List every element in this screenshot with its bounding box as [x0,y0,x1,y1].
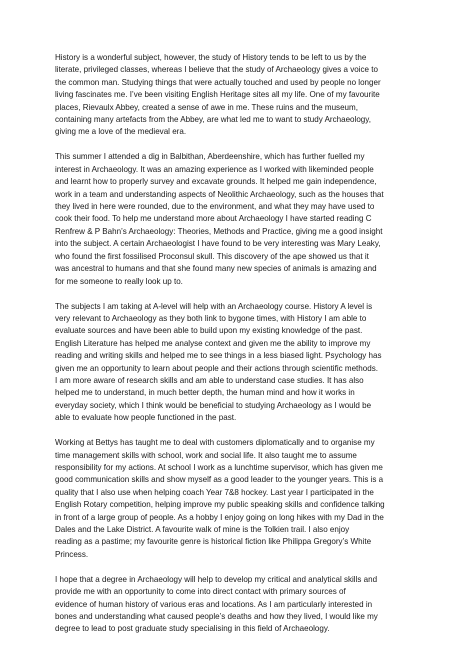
text-line: degree to lead to post graduate study specialising in this field of Archaeology. [55,624,330,634]
paragraph-conclusion [55,574,400,636]
text-line: in front of a large group of people. As a hobby I enjoy going on long hikes with my Dad in the [55,512,384,522]
text-line: History is a wonderful subject, however, the study of History tends to be left to us by the [55,53,367,62]
text-line: who found the first fossilised Proconsul skull. This discovery of the ape showed us that it [55,251,369,261]
text-line: evaluate sources and have been able to build upon my existing knowledge of the past. [55,326,363,336]
text-line: literate, privileged classes, whereas I believe that the study of Archaeology gives a voice to [55,65,378,75]
text-line: provide me with an opportunity to come into direct contact with primary sources of [55,587,346,597]
text-line: places, Rievaulx Abbey, created a sense of awe in me. These ruins and the museum, [55,102,358,112]
text-line: Dales and the Lake District. A favourite walk of mine is the Tolkien trail. I also enjoy [55,525,350,534]
paragraph-a-levels [55,301,400,425]
text-line: This summer I attended a dig in Balbithan, Aberdeenshire, which has further fuelled my [55,152,365,162]
text-line: Renfrew & P Bahn’s Archaeology: Theories, Methods and Practice, giving me a good insight [55,226,383,236]
text-line: the common man. Studying things that were actually touched and used by people no longer [55,77,381,87]
text-line: responsibility for my actions. At school I work as a lunchtime supervisor, which has given me [55,462,383,472]
text-line: Working at Bettys has taught me to deal with customers diplomatically and to organise my [55,438,375,448]
text-line: I am more aware of research skills and am able to understand case studies. It has also [55,375,364,385]
text-line: quality that I also use when helping coach Year 7&8 hockey. Last year I participated in the [55,487,374,497]
text-line: very relevant to Archaeology as they both link to bygone times, with History I am able to [55,313,367,323]
text-line: Princess. [55,549,89,559]
paragraph-dig-experience [55,151,400,287]
text-line: evidence of human history of various eras and locations. As I am particularly interested in [55,599,373,609]
text-line: The subjects I am taking at A-level will help with an Archaeology course. History A level is [55,301,373,311]
text-line: cook their food. To help me understand more about Archaeology I have started reading C [55,214,372,224]
text-line: reading as a pastime; my favourite genre is historical fiction like Philippa Gregory’s White [55,537,372,547]
text-line: I hope that a degree in Archaeology will help to develop my critical and analytical skills and [55,574,378,584]
text-line: bones and understanding what caused people’s deaths and how they lived, I would like my [55,612,378,622]
text-line: English Literature has helped me analyse context and given me the ability to improve my [55,338,371,348]
text-line: English Rotary competition, helping improve my public speaking skills and confidence talking [55,500,385,510]
text-line: able to evaluate how people functioned in the past. [55,413,237,423]
paragraph-intro [55,52,400,139]
text-line: work in a team and understanding aspects of Neolithic Archaeology, such as the houses that [55,189,384,199]
text-line: interest in Archaeology. It was an amazing experience as I worked with likeminded people [55,164,374,174]
document-body [55,52,400,648]
text-line: was ancestral to humans and that she found many new species of animals is amazing and [55,264,377,274]
text-line: everyday society, which I think would be beneficial to studying Archaeology as I would be [55,400,372,410]
paragraph-work-and-hobbies [55,437,400,561]
text-line: containing many artefacts from the Abbey, are what led me to want to study Archaeology, [55,115,371,125]
text-line: for me someone to really look up to. [55,276,183,286]
text-line: good communication skills and show myself as a good leader to the younger years. This is a [55,475,384,485]
text-line: helped me to understand, in much better depth, the human mind and how it works in [55,388,355,398]
text-line: reading and writing skills and helped me to see things in a less biased light. Psychology has [55,351,382,361]
text-line: living fascinates me. I’ve been visiting English Heritage sites all my life. One of my favourite [55,90,380,100]
text-line: given me an opportunity to learn about people and their actions through scientific methods. [55,363,378,373]
text-line: into the subject. A certain Archaeologist I have found to be very interesting was Mary Leaky, [55,239,381,249]
text-line: giving me a love of the medieval era. [55,127,187,137]
text-line: they lived in here were rounded, due to the environment, and what they may have used to [55,202,375,212]
text-line: and learnt how to properly survey and excavate grounds. It helped me gain independence, [55,177,377,187]
text-line: time management skills with school, work and social life. It also taught me to assume [55,450,357,460]
